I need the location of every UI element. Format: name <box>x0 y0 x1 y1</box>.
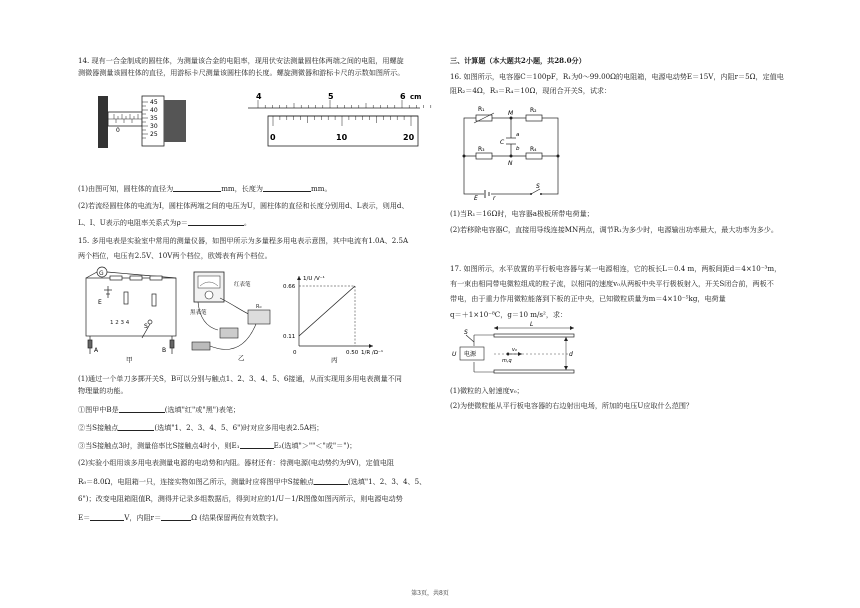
label-S: S <box>536 183 540 190</box>
caliper-figure <box>228 88 428 152</box>
answer-blank[interactable] <box>118 422 154 431</box>
q16-part2: (2)若移除电容器C，直接用导线连接MN两点，调节R₁为多少时，电源输出功率最大，最大功率为多少。 <box>450 225 778 234</box>
q15-part1-c: ①图甲中B是 (选填"红"或"黑")表笔； <box>78 405 241 414</box>
label-d: d <box>569 351 573 358</box>
multimeter-circuit-figure <box>80 264 182 364</box>
micrometer-tick-35: 35 <box>150 115 158 122</box>
answer-blank[interactable] <box>90 512 124 521</box>
caliper-vernier-10: 10 <box>336 133 348 142</box>
q14-line2: 测微器测量该圆柱体的直径，用游标卡尺测量该圆柱体的长度。螺旋测微器和游标卡尺的示数如图所示。 <box>78 68 405 77</box>
answer-blank[interactable] <box>314 476 348 485</box>
graph-y-tick-0.66: 0.66 <box>283 284 296 290</box>
label-E: E <box>98 299 102 306</box>
label-v0: v₀ <box>512 347 517 353</box>
label-U: U <box>452 351 457 358</box>
answer-blank[interactable] <box>119 404 165 413</box>
graph-x-tick-0.50: 0.50 <box>346 350 359 356</box>
q15-line1: 15. 多用电表是实验室中常用的测量仪器，如图甲所示为多量程多用电表示意图，其中电流有1.0A、2.5A <box>78 236 409 245</box>
q14-line1: 14. 现有一合金制成的圆柱体，为测量该合金的电阻率，现用伏安法测量圆柱体两端之间的电阻，用螺旋 <box>78 56 404 65</box>
q15-part1-line1: (1)通过一个单刀多掷开关S，B可以分别与触点1、2、3、4、5、6接通，从而实现用多用电表测量不同 <box>78 374 402 383</box>
caliper-main-5: 5 <box>328 92 334 101</box>
label-r: r <box>493 195 496 202</box>
label-B: B <box>162 347 167 354</box>
q16-part1: (1)当R₁＝16Ω时，电容器a极板所带电荷量； <box>450 209 594 218</box>
q17-line1: 17. 如图所示，水平放置的平行板电容器与某一电源相连，它的板长L＝0.4 m，两板间距d＝4×10⁻³m， <box>450 264 782 273</box>
svg-text:G: G <box>99 270 104 277</box>
q15-part2-line3: 6")；改变电阻箱阻值R，测得并记录多组数据后，得到对应的1/U－1/R图像如图丙所示，则电源电动势 <box>78 494 403 503</box>
caliper-main-4: 4 <box>256 92 262 101</box>
q14-part2-line2: L、I、U表示的电阻率关系式为ρ＝ 。 <box>78 218 251 227</box>
graph-y-tick-0.11: 0.11 <box>283 334 296 340</box>
label-S: S <box>144 323 148 330</box>
q17-line2: 有一束由相同带电微粒组成的粒子流，以相同的速度v₀从两板中央平行极板射入，开关S闭合前，两板不 <box>450 279 774 288</box>
svg-text:1 2 3 4: 1 2 3 4 <box>110 320 130 326</box>
q16-line2: 阻R₂＝4Ω，R₃＝R₄＝10Ω，现闭合开关S，试求： <box>450 86 612 95</box>
micrometer-tick-25: 25 <box>150 131 158 138</box>
label-source: 电源 <box>464 351 477 358</box>
q14-part1: (1)由图可知，圆柱体的直径为 mm，长度为 mm。 <box>78 184 332 193</box>
micrometer-figure <box>96 90 196 152</box>
label-A: A <box>94 347 99 354</box>
label-R2: R₂ <box>530 107 537 114</box>
label-L: L <box>530 321 534 328</box>
q16-line1: 16. 如图所示，电容器C＝100pF，R₁为0～99.00Ω的电阻箱，电源电动势E＝15V，内阻r＝5Ω，定值电 <box>450 72 784 81</box>
q17-part1: (1)微粒的入射速度v₀； <box>450 386 524 395</box>
black-pen-label: 黑表笔 <box>190 310 207 316</box>
page-footer: 第3页，共8页 <box>411 590 449 597</box>
graph-x-axis-label: 1/R /Ω⁻¹ <box>361 350 384 356</box>
graph-origin-label: 0 <box>293 350 297 356</box>
micrometer-tick-40: 40 <box>150 107 158 114</box>
answer-blank[interactable] <box>188 217 244 226</box>
q15-part1-line2: 物理量的功能。 <box>78 386 128 395</box>
q15-line2: 两个档位，电压有2.5V、10V两个档位，欧姆表有两个档位。 <box>78 251 272 260</box>
answer-blank[interactable] <box>263 183 311 192</box>
svg-text:R₀: R₀ <box>256 304 262 310</box>
q17-capacitor-figure <box>450 320 580 382</box>
answer-blank[interactable] <box>240 440 274 449</box>
micrometer-tick-45: 45 <box>150 99 158 106</box>
inverse-graph-figure <box>283 272 384 364</box>
caliper-vernier-20: 20 <box>403 133 415 142</box>
q16-circuit-figure <box>456 104 566 202</box>
label-mq: m,q <box>502 358 512 364</box>
caliper-main-6: 6 <box>400 92 406 101</box>
q15-part1-d: ②当S接触点 (选填"1、2、3、4、5、6")时对应多用电表2.5A档； <box>78 423 324 432</box>
physical-connection-figure <box>190 268 276 364</box>
q15-part2-line2: R₀＝8.0Ω，电阻箱一只，连接实物如图乙所示，测量时应将图甲中S接触点 (选填"1、2、3、4、5、 <box>78 477 427 486</box>
label-S: S <box>464 329 468 336</box>
micrometer-tick-30: 30 <box>150 123 158 130</box>
answer-blank[interactable] <box>161 512 191 521</box>
graph-y-axis-label: 1/U /V⁻¹ <box>303 276 325 282</box>
label-N: N <box>508 160 513 167</box>
fig-yi-caption: 乙 <box>238 354 245 362</box>
label-M: M <box>508 110 514 117</box>
answer-blank[interactable] <box>173 183 221 192</box>
fig-jia-caption: 甲 <box>126 356 133 364</box>
caliper-unit: cm <box>410 93 422 101</box>
micrometer-main-zero: 0 <box>116 127 120 134</box>
label-R3: R₃ <box>478 146 485 153</box>
q17-line4: q＝＋1×10⁻⁸C，g＝10 m/s²，求： <box>450 310 568 319</box>
q14-part2-line1: (2)若流经圆柱体的电流为I，圆柱体两端之间的电压为U，圆柱体的直径和长度分别用d、L表示，则用d、 <box>78 201 409 210</box>
section-3-title: 三、计算题（本大题共2小题，共28.0分） <box>450 56 586 65</box>
label-R4: R₄ <box>530 146 537 153</box>
q15-part1-e: ③当S接触点3时，测量倍率比S接触点4时小，则E₁ E₂(选填"＞""＜"或"＝")； <box>78 441 357 450</box>
label-a: a <box>516 132 520 138</box>
label-C: C <box>500 139 505 146</box>
q17-line3: 带电，由于重力作用微粒能落到下板的正中央，已知微粒质量为m＝4×10⁻⁵kg，电荷量 <box>450 294 726 303</box>
label-E: E <box>474 195 478 202</box>
caliper-vernier-0: 0 <box>270 133 276 142</box>
q15-part2-line1: (2)实验小组用该多用电表测量电源的电动势和内阻。器材还有：待测电源(电动势约为9V)，定值电阻 <box>78 458 395 467</box>
red-pen-label: 红表笔 <box>234 282 251 288</box>
q15-part2-line4: E＝ V，内阻r＝ Ω (结果保留两位有效数字)。 <box>78 513 283 522</box>
q17-part2: (2)为使微粒能从平行板电容器的右边射出电场，所加的电压U应取什么范围？ <box>450 401 694 410</box>
fig-bing-caption: 丙 <box>331 356 338 364</box>
label-b: b <box>516 146 520 152</box>
label-R1: R₁ <box>478 106 485 113</box>
